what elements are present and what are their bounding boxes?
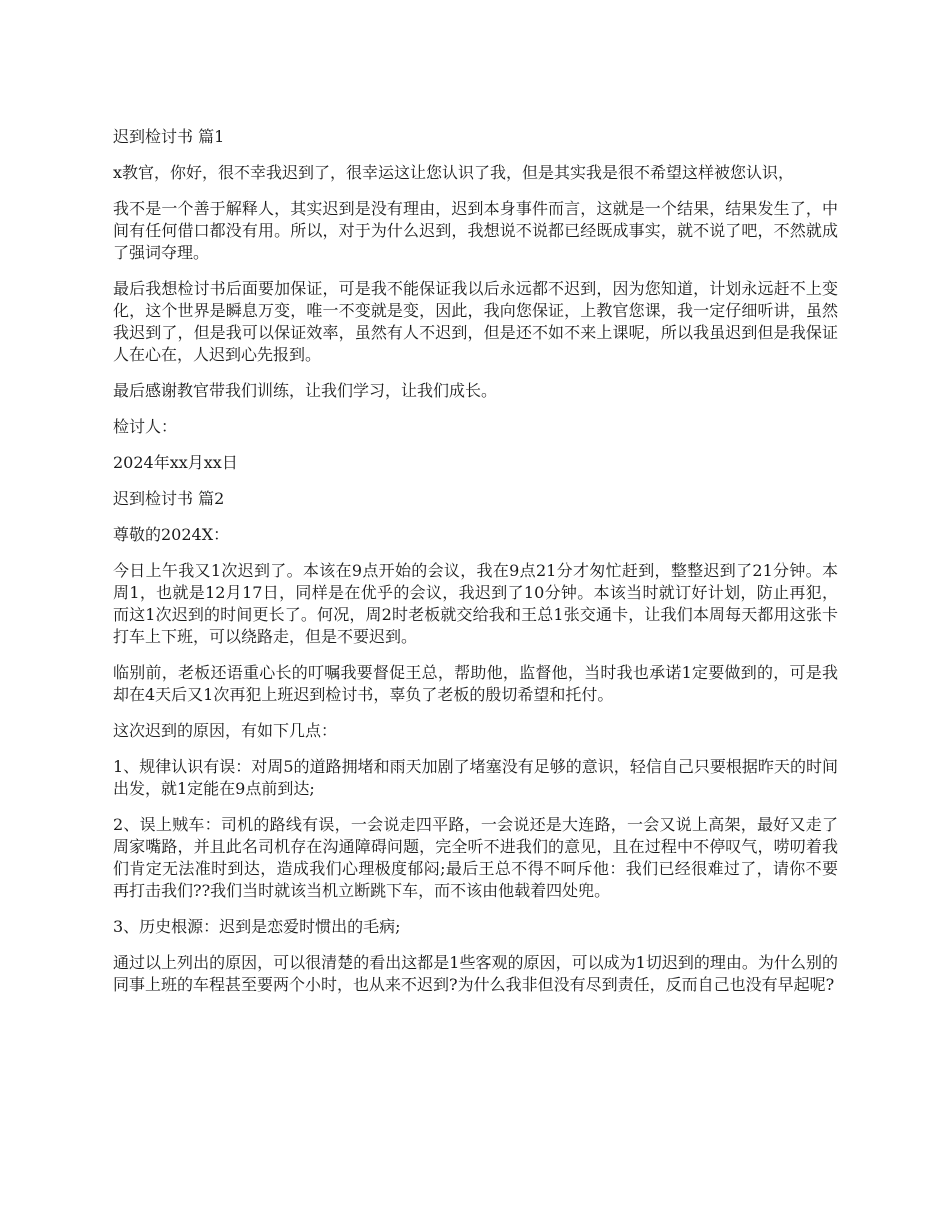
document-page <box>113 126 838 1010</box>
section-heading-1: 迟到检讨书 篇1 <box>113 127 225 146</box>
reason-item-2: 2、误上贼车：司机的路线有误，一会说走四平路，一会说还是大连路，一会又说上高架，最好又走了周家嘴路，并且此名司机存在沟通障碍问题，完全听不进我们的意见，且在过程中不停叹气，唠叨着我们肯定无法准时到达，造成我们心理极度郁闷;最后王总不得不呵斥他：我们已经很难过了，请你不要再打击我们??我们当时就该当机立断跳下车，而不该由他载着四处兜。 <box>113 815 838 900</box>
reasons-intro: 这次迟到的原因，有如下几点： <box>113 721 338 740</box>
date-line: 2024年xx月xx日 <box>113 453 238 472</box>
reason-item-3: 3、历史根源：迟到是恋爱时惯出的毛病; <box>113 917 401 936</box>
salutation: 尊敬的2024X： <box>113 525 230 544</box>
body-paragraph: 通过以上列出的原因，可以很清楚的看出这都是1些客观的原因，可以成为1切迟到的理由。为什么别的同事上班的车程甚至要两个小时，也从来不迟到?为什么我非但没有尽到责任，反而自己也没有早起呢? <box>113 953 838 994</box>
body-paragraph: 最后我想检讨书后面要加保证，可是我不能保证我以后永远都不迟到，因为您知道，计划永远赶不上变化，这个世界是瞬息万变，唯一不变就是变，因此，我向您保证，上教官您课，我一定仔细听讲，虽然我迟到了，但是我可以保证效率，虽然有人不迟到，但是还不如不来上课呢，所以我虽迟到但是我保证人在心在，人迟到心先报到。 <box>113 279 838 364</box>
body-paragraph: 今日上午我又1次迟到了。本该在9点开始的会议，我在9点21分才匆忙赶到，整整迟到了21分钟。本周1，也就是12月17日，同样是在优乎的会议，我迟到了10分钟。本该当时就订好计划，防止再犯，而这1次迟到的时间更长了。何况，周2时老板就交给我和王总1张交通卡，让我们本周每天都用这张卡打车上下班，可以绕路走，但是不要迟到。 <box>113 561 838 646</box>
reason-item-1: 1、规律认识有误：对周5的道路拥堵和雨天加剧了堵塞没有足够的意识，轻信自己只要根据昨天的时间出发，就1定能在9点前到达; <box>113 757 838 798</box>
body-paragraph: 临别前，老板还语重心长的叮嘱我要督促王总，帮助他，监督他，当时我也承诺1定要做到的，可是我却在4天后又1次再犯上班迟到检讨书，辜负了老板的殷切希望和托付。 <box>113 663 838 704</box>
section-heading-2: 迟到检讨书 篇2 <box>113 489 225 508</box>
closing-paragraph: 最后感谢教官带我们训练，让我们学习，让我们成长。 <box>113 381 498 400</box>
greeting-paragraph: x教官，你好，很不幸我迟到了，很幸运这让您认识了我，但是其实我是很不希望这样被您认识， <box>113 163 795 182</box>
signature-label: 检讨人： <box>113 417 178 436</box>
body-paragraph: 我不是一个善于解释人，其实迟到是没有理由，迟到本身事件而言，这就是一个结果，结果发生了，中间有任何借口都没有用。所以，对于为什么迟到，我想说不说都已经既成事实，就不说了吧，不然就成了强词夺理。 <box>113 199 838 262</box>
